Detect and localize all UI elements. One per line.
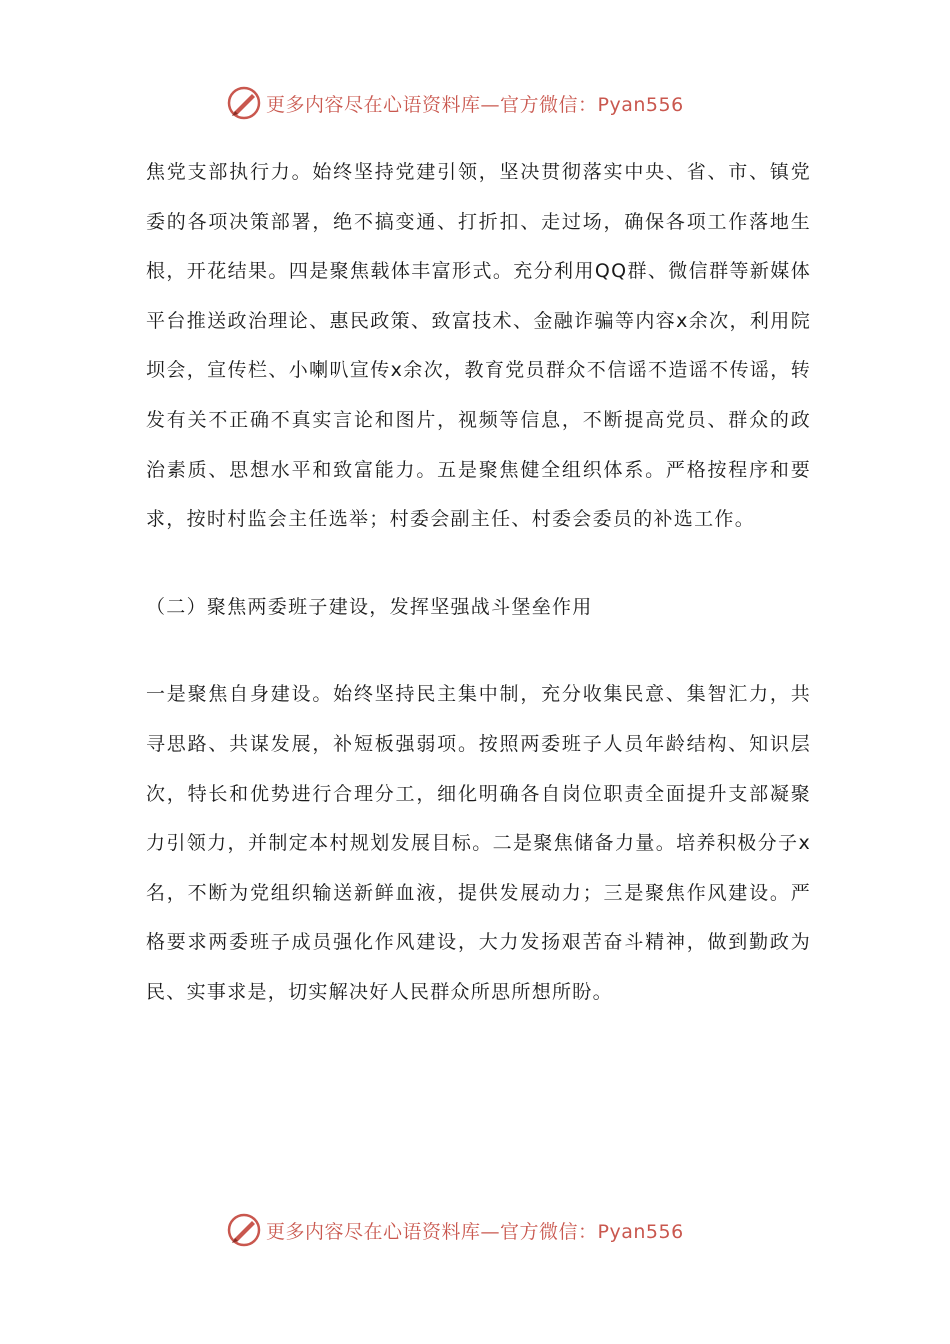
body-paragraph: 焦党支部执行力。始终坚持党建引领，坚决贯彻落实中央、省、市、镇党委的各项决策部署，绝不搞变通、打折扣、走过场，确保各项工作落地生根，开花结果。四是聚焦载体丰富形式。充分利用QQ群、微信群等新媒体平台推送政治理论、惠民政策、致富技术、金融诈骗等内容x余次，利用院坝会，宣传栏、小喇叭宣传x余次，教育党员群众不信谣不造谣不传谣，转发有关不正确不真实言论和图片，视频等信息，不断提高党员、群众的政治素质、思想水平和致富能力。五是聚焦健全组织体系。严格按程序和要求，按时村监会主任选举；村委会副主任、村委会委员的补选工作。: [146, 161, 811, 531]
pen-logo-icon: [226, 1212, 262, 1248]
section-heading: （二）聚焦两委班子建设，发挥坚强战斗堡垒作用: [146, 595, 593, 618]
document-body: [146, 148, 811, 1018]
watermark-text: 更多内容尽在心语资料库—官方微信：Pyan556: [266, 93, 684, 116]
header-watermark: [226, 83, 684, 123]
pen-logo-icon: [226, 85, 262, 121]
watermark-text: 更多内容尽在心语资料库—官方微信：Pyan556: [266, 1220, 684, 1243]
body-paragraph: 一是聚焦自身建设。始终坚持民主集中制，充分收集民意、集智汇力，共寻思路、共谋发展，补短板强弱项。按照两委班子人员年龄结构、知识层次，特长和优势进行合理分工，细化明确各自岗位职责全面提升支部凝聚力引领力，并制定本村规划发展目标。二是聚焦储备力量。培养积极分子x名，不断为党组织输送新鲜血液，提供发展动力；三是聚焦作风建设。严格要求两委班子成员强化作风建设，大力发扬艰苦奋斗精神，做到勤政为民、实事求是，切实解决好人民群众所思所想所盼。: [146, 683, 811, 1003]
footer-watermark: [226, 1210, 684, 1250]
